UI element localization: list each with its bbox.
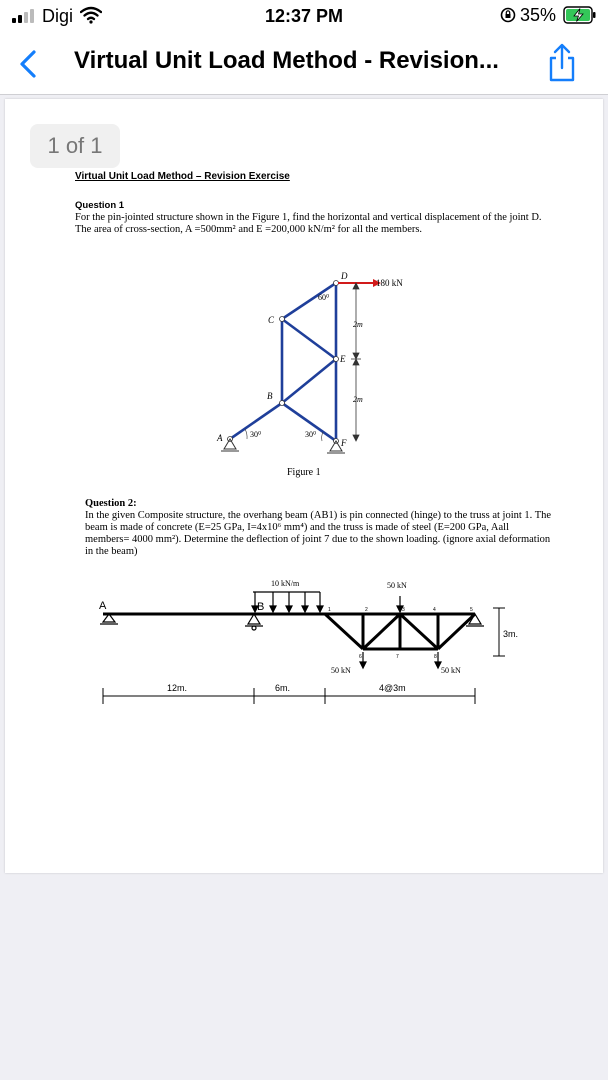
document-title: Virtual Unit Load Method - Revision... — [74, 47, 499, 74]
span1-label: 12m. — [167, 683, 188, 693]
page-indicator: 1 of 1 — [30, 124, 120, 168]
node-label-5: 5 — [470, 607, 473, 613]
height-label: 3m. — [503, 629, 519, 639]
span2-label: 6m. — [275, 683, 291, 693]
joint-e-label: E — [340, 354, 346, 364]
point-a-label: A — [99, 600, 107, 612]
figure2-composite-structure — [75, 574, 535, 734]
navigation-bar — [0, 34, 608, 95]
joint-d-label: D — [341, 271, 348, 281]
rotation-lock-icon — [500, 7, 516, 23]
back-button[interactable] — [10, 44, 50, 84]
battery-charging-icon — [563, 6, 597, 24]
span3-label: 4@3m — [379, 683, 406, 693]
bottom-load-right-label: 50 kN — [441, 666, 461, 675]
document-heading: Virtual Unit Load Method – Revision Exercise — [75, 171, 290, 182]
point-b-label: B — [257, 601, 265, 613]
share-button[interactable] — [544, 42, 580, 84]
document-viewer[interactable] — [0, 95, 608, 1080]
status-time: 12:37 PM — [264, 6, 344, 26]
udl-label: 10 kN/m — [271, 579, 300, 588]
dim-lower-label: 2m — [353, 395, 363, 404]
joint-c-label: C — [268, 315, 275, 325]
question2-label: Question 2: — [85, 498, 137, 509]
figure1-truss-diagram — [205, 269, 425, 464]
node-label-6: 6 — [359, 654, 362, 660]
angle-top-label: 60⁰ — [318, 293, 330, 302]
joint-a-label: A — [217, 433, 223, 443]
load-label: 180 kN — [376, 278, 403, 288]
angle-right-label: 30⁰ — [305, 430, 317, 439]
angle-left-label: 30⁰ — [250, 430, 262, 439]
node-label-2: 2 — [365, 607, 368, 613]
joint-b-label: B — [267, 391, 273, 401]
question1-text: For the pin-jointed structure shown in the Figure 1, find the horizontal and vertical displacement of the joint D. The area of cross-section, A =500mm² and E =200,000 kN/m² for all the members. — [75, 212, 542, 235]
figure1-caption: Figure 1 — [287, 467, 321, 478]
top-load-label: 50 kN — [387, 581, 407, 590]
node-label-8: 8 — [434, 654, 437, 660]
battery-percent: 35% — [520, 5, 557, 25]
document-page — [5, 99, 603, 873]
node-label-4: 4 — [433, 607, 436, 613]
node-label-1: 1 — [328, 607, 331, 613]
question1-label: Question 1 — [75, 200, 125, 211]
status-bar — [0, 0, 608, 34]
support-b-icon — [245, 614, 263, 630]
truss-members — [325, 614, 475, 649]
joint-f-label: F — [341, 438, 347, 448]
dimension-line — [351, 283, 361, 441]
dim-upper-label: 2m — [353, 320, 363, 329]
question2-text: In the given Composite structure, the overhang beam (AB1) is pin connected (hinge) to the truss at joint 1. The beam is made of concrete (E=25 GPa, I=4x10⁶ mm⁴) and the truss is made of steel (E=200 GPa, Aall members= 4000 mm²). Determine the deflection of joint 7 due to the shown loading. (ignore axial deformation in the beam) — [85, 510, 552, 557]
carrier-name: Digi — [42, 6, 74, 26]
node-label-7: 7 — [396, 654, 399, 660]
bottom-load-left-label: 50 kN — [331, 666, 351, 675]
share-icon — [544, 42, 580, 84]
node-label-3: 3 — [402, 607, 405, 613]
chevron-left-icon — [10, 44, 50, 84]
truss-members — [225, 283, 336, 441]
